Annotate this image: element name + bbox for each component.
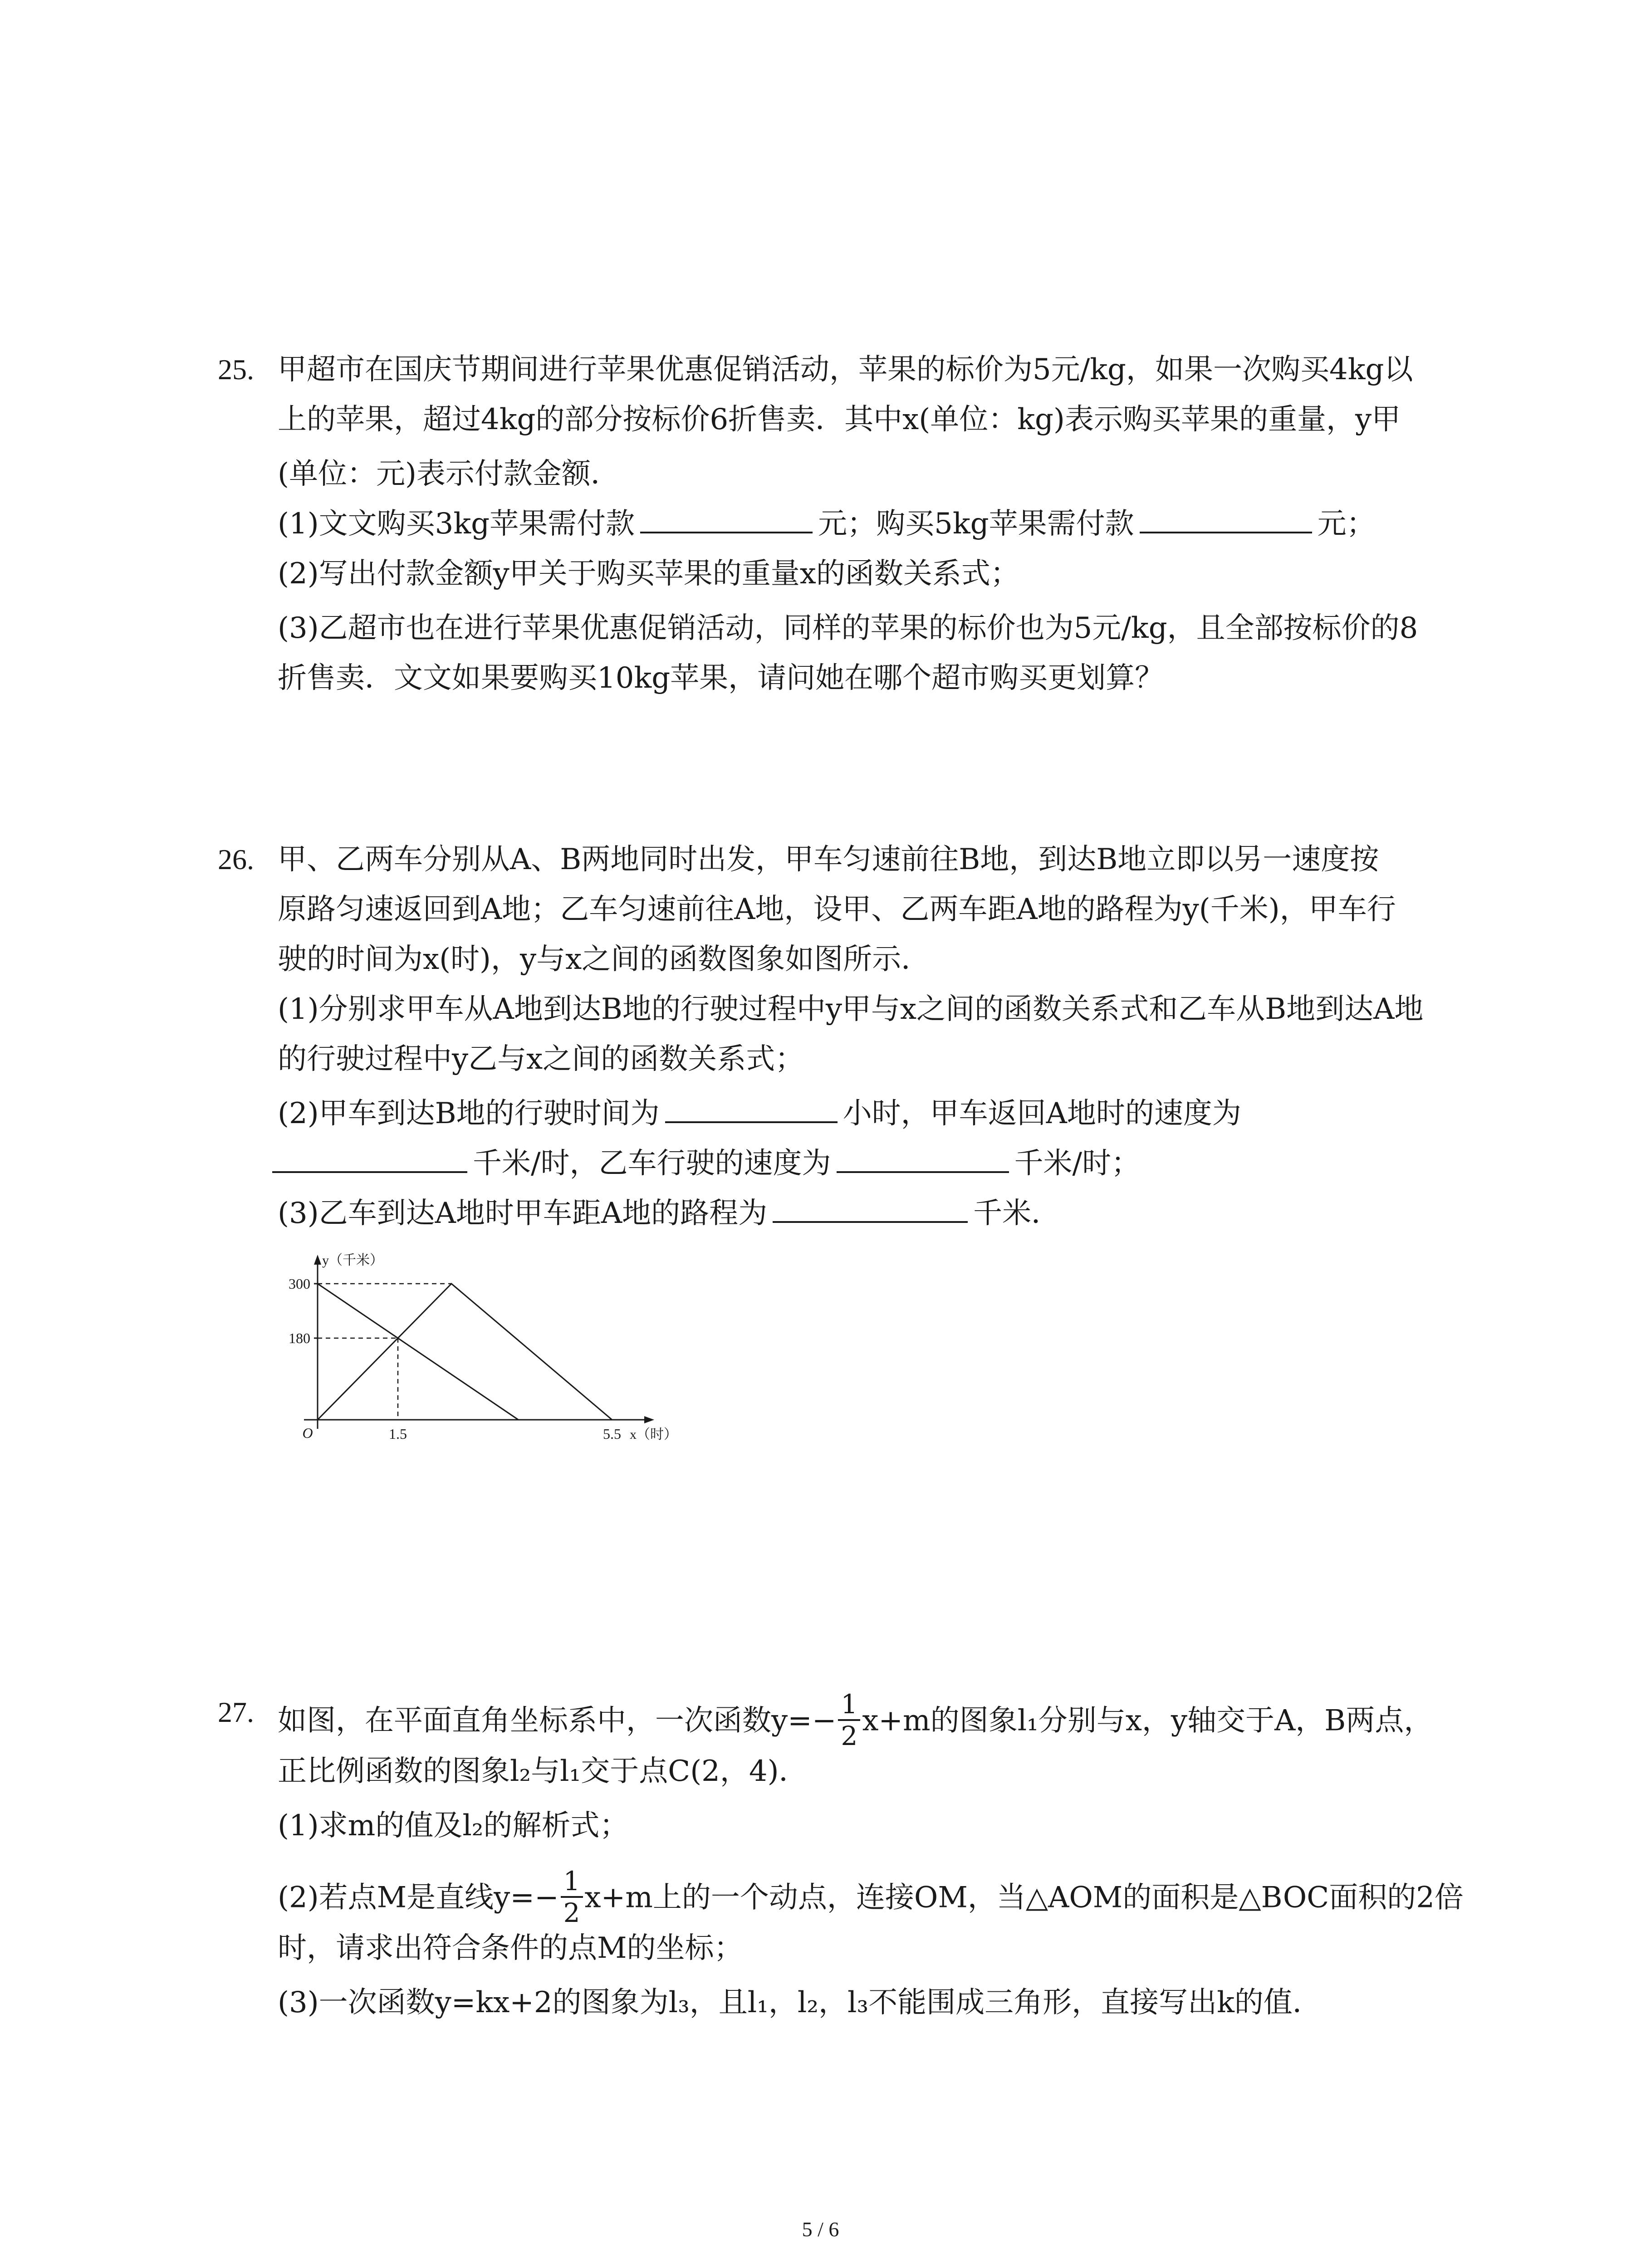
y-tick-label: 300 [289,1276,310,1292]
q25-part-2: (2)写出付款金额y甲关于购买苹果的重量x的函数关系式； [278,557,1019,591]
q27-part-1: (1)求m的值及l₂的解析式； [278,1809,629,1843]
series-line-2 [318,1284,519,1420]
q26-part-2-text-a: (2)甲车到达B地的行驶时间为 [278,1097,660,1130]
question-number-25: 25. [218,353,254,386]
q25-part-3-line-2: 折售卖．文文如果要购买10kg苹果，请问她在哪个超市购买更划算？ [278,661,1164,695]
y-axis-label: y（千米） [322,1253,383,1268]
q27-line-1-text-b: x+m的图象l₁分别与x，y轴交于A，B两点， [862,1704,1433,1738]
origin-label: O [302,1425,313,1441]
q26-part-1-line-2: 的行驶过程中y乙与x之间的函数关系式； [278,1042,804,1076]
q26-part-2-text-b: 小时，甲车返回A地时的速度为 [843,1097,1241,1130]
fraction-denominator: 2 [563,1897,580,1928]
question-number-27: 27. [218,1696,254,1728]
answer-blank[interactable] [837,1146,1009,1173]
q27-part-3: (3)一次函数y=kx+2的图象为l₃，且l₁，l₂，l₃不能围成三角形，直接写出k的值． [278,1986,1322,2019]
q26-part-2-line-1 [278,1093,1241,1134]
q25-part-3-line-1: (3)乙超市也在进行苹果优惠促销活动，同样的苹果的标价也为5元/kg，且全部按标价的8 [278,611,1418,645]
q26-part-2-text-c: 千米/时，乙车行驶的速度为 [473,1147,831,1180]
answer-blank[interactable] [640,506,813,533]
fraction-numerator: 1 [561,1866,583,1898]
q27-part-2-line-1 [278,1866,1464,1931]
answer-blank[interactable] [272,1146,467,1173]
answer-blank[interactable] [665,1096,838,1123]
q27-line-1-text-a: 如图，在平面直角坐标系中，一次函数y=− [278,1704,837,1738]
y-tick-label: 180 [289,1330,310,1346]
fraction-one-half [838,1689,860,1751]
q26-part-3-text-a: (3)乙车到达A地时甲车距A地的路程为 [278,1197,768,1230]
q27-part-2-text-b: x+m上的一个动点，连接OM，当△AOM的面积是△BOC面积的2倍 [584,1881,1464,1915]
q25-part-1 [278,503,1376,544]
q25-part-1-text-b: 元；购买5kg苹果需付款 [818,507,1134,541]
fraction-denominator: 2 [841,1721,858,1751]
fraction-one-half [561,1866,583,1928]
q26-part-2-line-2 [272,1143,1140,1184]
question-number-26: 26. [218,843,254,875]
q25-line-3: (单位：元)表示付款金额． [278,457,620,491]
x-tick-label: 1.5 [389,1426,407,1442]
q25-part-1-text-c: 元； [1317,507,1376,541]
q26-line-3: 驶的时间为x(时)，y与x之间的函数图象如图所示． [278,943,931,976]
series-line-1 [318,1284,612,1420]
fraction-numerator: 1 [838,1689,860,1721]
y-axis-arrow [314,1255,321,1265]
q26-line-1: 甲、乙两车分别从A、B两地同时出发，甲车匀速前往B地，到达B地立即以另一速度按 [278,843,1379,876]
q25-part-1-text-a: (1)文文购买3kg苹果需付款 [278,507,635,541]
q27-part-2-line-2: 时，请求出符合条件的点M的坐标； [278,1931,743,1965]
answer-blank[interactable] [1140,506,1312,533]
x-tick-label: 5.5 [603,1426,621,1442]
answer-blank[interactable] [773,1196,968,1223]
q26-part-1-line-1: (1)分别求甲车从A地到达B地的行驶过程中y甲与x之间的函数关系式和乙车从B地到达A地 [278,992,1424,1026]
q26-part-2-text-d: 千米/时； [1014,1147,1141,1180]
q25-line-2: 上的苹果，超过4kg的部分按标价6折售卖．其中x(单位：kg)表示购买苹果的重量，y甲 [278,403,1401,436]
x-axis-arrow [644,1416,654,1423]
x-axis-label: x（时） [630,1427,677,1442]
page-number: 5 / 6 [802,2218,839,2241]
q26-line-2: 原路匀速返回到A地；乙车匀速前往A地，设甲、乙两车距A地的路程为y(千米)，甲车行 [278,893,1396,926]
q27-line-2: 正比例函数的图象l₂与l₁交于点C(2，4)． [278,1755,808,1788]
q25-line-1: 甲超市在国庆节期间进行苹果优惠促销活动，苹果的标价为5元/kg，如果一次购买4kg以 [278,353,1413,386]
q26-part-3-text-b: 千米． [973,1197,1061,1230]
q27-line-1 [278,1689,1433,1754]
distance-time-graph [272,1220,677,1461]
q27-part-2-text-a: (2)若点M是直线y=− [278,1881,559,1915]
